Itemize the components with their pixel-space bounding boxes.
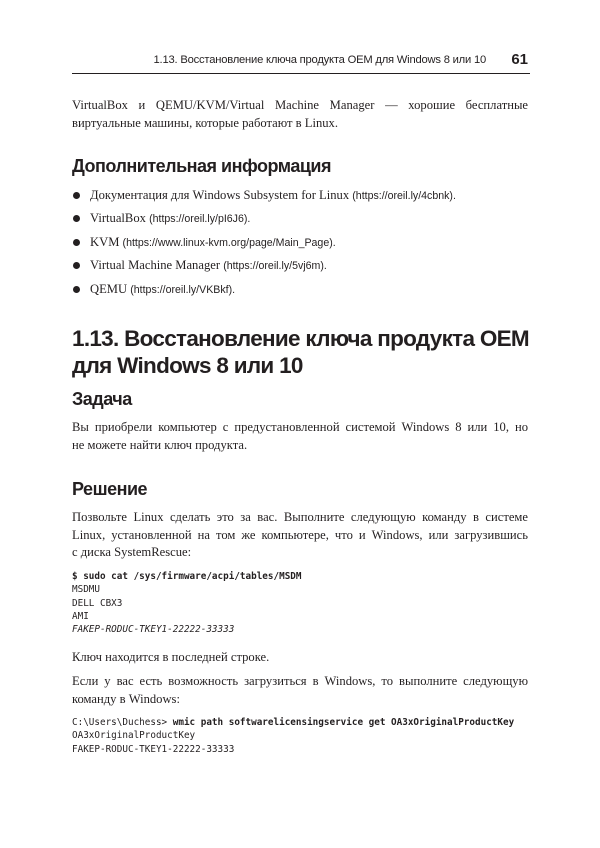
section-title-line: 1.13. Восстановление ключа продукта OEM: [72, 326, 529, 351]
windows-paragraph: [72, 673, 528, 708]
task-paragraph: [72, 419, 528, 454]
solution-line: с диска SystemRescue:: [72, 545, 192, 559]
bullet-icon: [73, 215, 80, 222]
code-command-line: [72, 716, 542, 729]
bullet-icon: [73, 239, 80, 246]
solution-line: Позвольте Linux сделать это за вас. Выполните следующую команду в системе: [72, 510, 528, 524]
code-output-line: FAKEP-RODUC-TKEY1-22222-33333: [72, 743, 235, 755]
list-item: [72, 234, 528, 257]
link[interactable]: (https://www.linux-kvm.org/page/Main_Page).: [122, 236, 336, 249]
task-line: не можете найти ключ продукта.: [72, 437, 248, 452]
solution-heading: Решение: [72, 479, 148, 499]
windows-line: Если у вас есть возможность загрузиться в Windows, то выполните следующую: [72, 674, 528, 688]
key-location-line: Ключ находится в последней строке.: [72, 650, 270, 664]
page-number: 61: [511, 51, 528, 68]
code-output-line: MSDMU: [72, 584, 100, 596]
bullet-icon: [73, 286, 80, 293]
bullet-icon: [73, 192, 80, 199]
more-info-heading: Дополнительная информация: [72, 156, 331, 176]
solution-line: Linux, установленной на том же компьютере, что и Windows, или загрузившись: [72, 527, 528, 542]
task-heading: Задача: [72, 389, 132, 409]
link[interactable]: (https://oreil.ly/VKBkf).: [130, 283, 236, 296]
list-item: [72, 187, 528, 210]
link[interactable]: (https://oreil.ly/4cbnk).: [352, 190, 456, 202]
section-title: [72, 325, 529, 379]
code-output-line: DELL CBX3: [72, 597, 123, 609]
code-key-line: FAKEP-RODUC-TKEY1-22222-33333: [72, 624, 235, 636]
link[interactable]: (https://oreil.ly/5vj6m).: [223, 260, 327, 273]
code-output-line: OA3xOriginalProductKey: [72, 730, 196, 742]
list-item: [72, 257, 528, 280]
code-command: wmic path softwarelicensingservice get OA3xOriginalProductKey: [167, 717, 515, 728]
intro-paragraph: [72, 97, 528, 132]
link[interactable]: (https://oreil.ly/pI6J6).: [149, 213, 251, 226]
intro-line: виртуальные машины, которые работают в Linux.: [72, 115, 338, 130]
solution-paragraph: [72, 509, 528, 562]
code-command: $ sudo cat /sys/firmware/acpi/tables/MSDM: [72, 571, 302, 582]
windows-line: команду в Windows:: [72, 691, 180, 706]
intro-line: VirtualBox и QEMU/KVM/Virtual Machine Manager — хорошие бесплатные: [72, 98, 528, 112]
code-block: [72, 570, 542, 636]
more-info-list: [72, 187, 528, 304]
section-title-line: для Windows 8 или 10: [72, 353, 303, 378]
bullet-icon: [73, 262, 80, 269]
list-item-text: Virtual Machine Manager: [90, 258, 221, 273]
list-item: [72, 210, 528, 233]
list-item-text: VirtualBox: [90, 211, 146, 226]
list-item-text: QEMU: [90, 281, 128, 296]
code-output-line: AMI: [72, 610, 89, 622]
list-item: [72, 281, 528, 304]
code-block: [72, 716, 542, 756]
list-item-text: Документация для Windows Subsystem for Linux: [90, 188, 350, 202]
running-title: 1.13. Восстановление ключа продукта OEM для Windows 8 или 10: [153, 54, 486, 66]
task-line: Вы приобрели компьютер с предустановленной системой Windows 8 или 10, но: [72, 420, 528, 434]
list-item-text: KVM: [90, 234, 120, 249]
code-prompt: C:\Users\Duchess>: [72, 717, 168, 728]
key-location-paragraph: [72, 649, 528, 667]
running-head: [72, 53, 530, 74]
